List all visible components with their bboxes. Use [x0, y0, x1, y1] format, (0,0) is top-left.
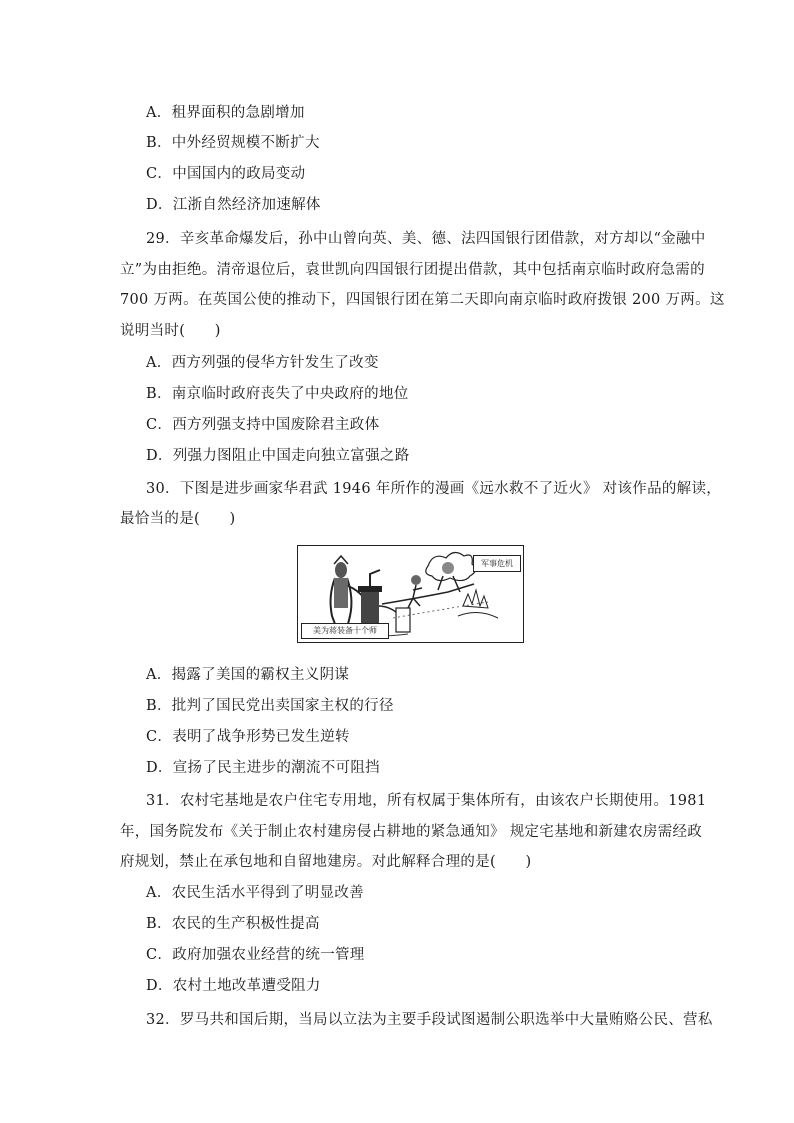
q30-option-c: C．表明了战争形势已发生逆转: [146, 729, 350, 745]
q29-stem-line-1: 29．辛亥革命爆发后，孙中山曾向英、美、德、法四国银行团借款，对方却以“金融中: [146, 231, 706, 247]
q31-stem-line-3: 府规划，禁止在承包地和自留地建房。对此解释合理的是( ): [120, 854, 532, 870]
q30-option-d: D．宣扬了民主进步的潮流不可阻挡: [146, 760, 380, 776]
q29-stem-line-3: 700 万两。在英国公使的推动下，四国银行团在第二天即向南京临时政府拨银 200 万两。这: [120, 292, 725, 308]
q29-option-b: B．南京临时政府丧失了中央政府的地位: [146, 386, 409, 402]
q31-option-b: B．农民的生产积极性提高: [146, 916, 320, 932]
q30-stem-line-1: 30．下图是进步画家华君武 1946 年所作的漫画《远水救不了近火》 对该作品的解读，: [146, 481, 722, 497]
q29-option-d: D．列强力图阻止中国走向独立富强之路: [146, 448, 410, 464]
q32-stem-line-1: 32．罗马共和国后期，当局以立法为主要手段试图遏制公职选举中大量贿赂公民、营私: [146, 1012, 713, 1028]
cartoon-caption-right: 军事危机: [473, 555, 521, 572]
q28-option-b: B．中外经贸规模不断扩大: [146, 135, 320, 151]
cartoon-figure: [297, 545, 524, 643]
q29-stem-line-4: 说明当时( ): [120, 323, 221, 339]
q29-stem-line-2: 立”为由拒绝。清帝退位后，袁世凯向四国银行团提出借款，其中包括南京临时政府急需的: [120, 262, 705, 278]
q28-option-d: D．江浙自然经济加速解体: [146, 197, 321, 213]
q31-stem-line-1: 31．农村宅基地是农户住宅专用地，所有权属于集体所有，由该农户长期使用。1981: [146, 793, 707, 809]
q30-stem-line-2: 最恰当的是( ): [120, 511, 236, 527]
q31-option-a: A．农民生活水平得到了明显改善: [146, 885, 364, 901]
q28-option-a: A．租界面积的急剧增加: [146, 105, 305, 121]
q31-stem-line-2: 年，国务院发布《关于制止农村建房侵占耕地的紧急通知》 规定宅基地和新建农房需经政: [120, 824, 703, 840]
q30-option-a: A．揭露了美国的霸权主义阴谋: [146, 667, 350, 683]
cartoon-caption-left: 美为蒋装备十个师: [301, 623, 389, 639]
q28-option-c: C．中国国内的政局变动: [146, 166, 306, 182]
q31-option-c: C．政府加强农业经营的统一管理: [146, 947, 365, 963]
q31-option-d: D．农村土地改革遭受阻力: [146, 978, 321, 994]
q29-option-a: A．西方列强的侵华方针发生了改变: [146, 355, 379, 371]
q29-option-c: C．西方列强支持中国废除君主政体: [146, 417, 380, 433]
q30-option-b: B．批判了国民党出卖国家主权的行径: [146, 698, 394, 714]
